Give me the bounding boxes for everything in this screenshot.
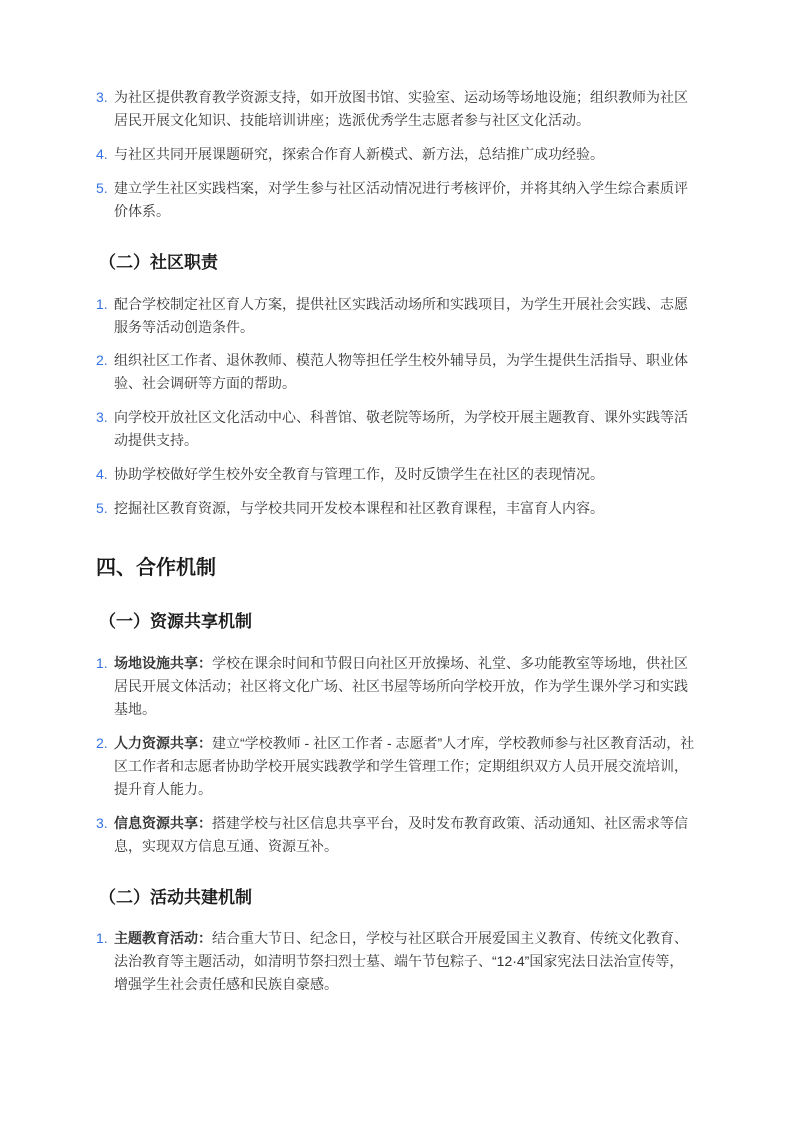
list-number: 1. (96, 654, 108, 671)
list-item (96, 143, 697, 166)
heading-chapter-four: 四、合作机制 (96, 557, 216, 580)
list-item-body: 配合学校制定社区育人方案，提供社区实践活动场所和实践项目，为学生开展社会实践、志愿服务等活动创造条件。 (114, 295, 688, 335)
list-item-text (114, 143, 697, 166)
heading-activity-building: （二）活动共建机制 (99, 887, 252, 907)
list-item (96, 86, 697, 132)
list-item (96, 349, 697, 395)
heading-resource-sharing: （一）资源共享机制 (99, 612, 252, 632)
list-item-text (114, 927, 697, 996)
heading-community-duty: （二）社区职责 (99, 252, 218, 272)
list-item-text (114, 293, 697, 339)
list-item-lead: 场地设施共享： (114, 654, 212, 671)
list-item (96, 497, 697, 520)
list-item-text (114, 349, 697, 395)
list-item-body: 建立学生社区实践档案，对学生参与社区活动情况进行考核评价，并将其纳入学生综合素质评价体系。 (114, 179, 688, 219)
resource-sharing-list (96, 652, 697, 858)
list-item-lead: 信息资源共享： (114, 814, 212, 831)
list-number: 2. (96, 734, 108, 751)
list-number: 5. (96, 179, 108, 196)
list-item (96, 732, 697, 801)
list-item-text (114, 463, 697, 486)
list-number: 4. (96, 466, 108, 483)
list-item-body: 学校在课余时间和节假日向社区开放操场、礼堂、多功能教室等场地，供社区居民开展文体活动；社区将文化广场、社区书屋等场所向学校开放，作为学生课外学习和实践基地。 (114, 654, 688, 717)
list-item (96, 406, 697, 452)
list-item-text (114, 406, 697, 452)
list-item (96, 177, 697, 223)
list-item-text (114, 812, 697, 858)
list-item-body: 协助学校做好学生校外安全教育与管理工作，及时反馈学生在社区的表现情况。 (114, 466, 604, 483)
list-item-body: 与社区共同开展课题研究，探索合作育人新模式、新方法，总结推广成功经验。 (114, 145, 604, 162)
list-number: 1. (96, 930, 108, 947)
list-number: 5. (96, 500, 108, 517)
list-item-lead: 主题教育活动： (114, 930, 212, 947)
list-item-text (114, 86, 697, 132)
school-duties-list (96, 86, 697, 223)
list-item-text (114, 732, 697, 801)
list-number: 4. (96, 145, 108, 162)
community-duties-list (96, 293, 697, 521)
list-item-body: 搭建学校与社区信息共享平台，及时发布教育政策、活动通知、社区需求等信息，实现双方信息互通、资源互补。 (114, 814, 688, 854)
list-item (96, 463, 697, 486)
activity-building-list (96, 927, 697, 996)
list-number: 3. (96, 409, 108, 426)
list-number: 2. (96, 352, 108, 369)
list-item-text (114, 652, 697, 721)
list-item-body: 组织社区工作者、退休教师、模范人物等担任学生校外辅导员，为学生提供生活指导、职业体验、社会调研等方面的帮助。 (114, 352, 688, 392)
list-item (96, 812, 697, 858)
list-item (96, 652, 697, 721)
list-number: 1. (96, 295, 108, 312)
list-item-lead: 人力资源共享： (114, 734, 212, 751)
list-number: 3. (96, 89, 108, 105)
list-item-body: 挖掘社区教育资源，与学校共同开发校本课程和社区教育课程，丰富育人内容。 (114, 500, 604, 517)
list-number: 3. (96, 814, 108, 831)
list-item-body: 结合重大节日、纪念日，学校与社区联合开展爱国主义教育、传统文化教育、法治教育等主题活动，如清明节祭扫烈士墓、端午节包粽子、“12·4”国家宪法日法治宣传等，增强学生社会责任感和民族自豪感。 (114, 930, 688, 993)
list-item-text (114, 497, 697, 520)
list-item (96, 293, 697, 339)
list-item-body: 向学校开放社区文化活动中心、科普馆、敬老院等场所，为学校开展主题教育、课外实践等活动提供支持。 (114, 409, 688, 449)
list-item (96, 927, 697, 996)
list-item-text (114, 177, 697, 223)
list-item-body: 建立“学校教师 - 社区工作者 - 志愿者”人才库，学校教师参与社区教育活动，社区工作者和志愿者协助学校开展实践教学和学生管理工作；定期组织双方人员开展交流培训，提升育人能力。 (114, 734, 695, 797)
list-item-body: 为社区提供教育教学资源支持，如开放图书馆、实验室、运动场等场地设施；组织教师为社区居民开展文化知识、技能培训讲座；选派优秀学生志愿者参与社区文化活动。 (114, 89, 688, 128)
